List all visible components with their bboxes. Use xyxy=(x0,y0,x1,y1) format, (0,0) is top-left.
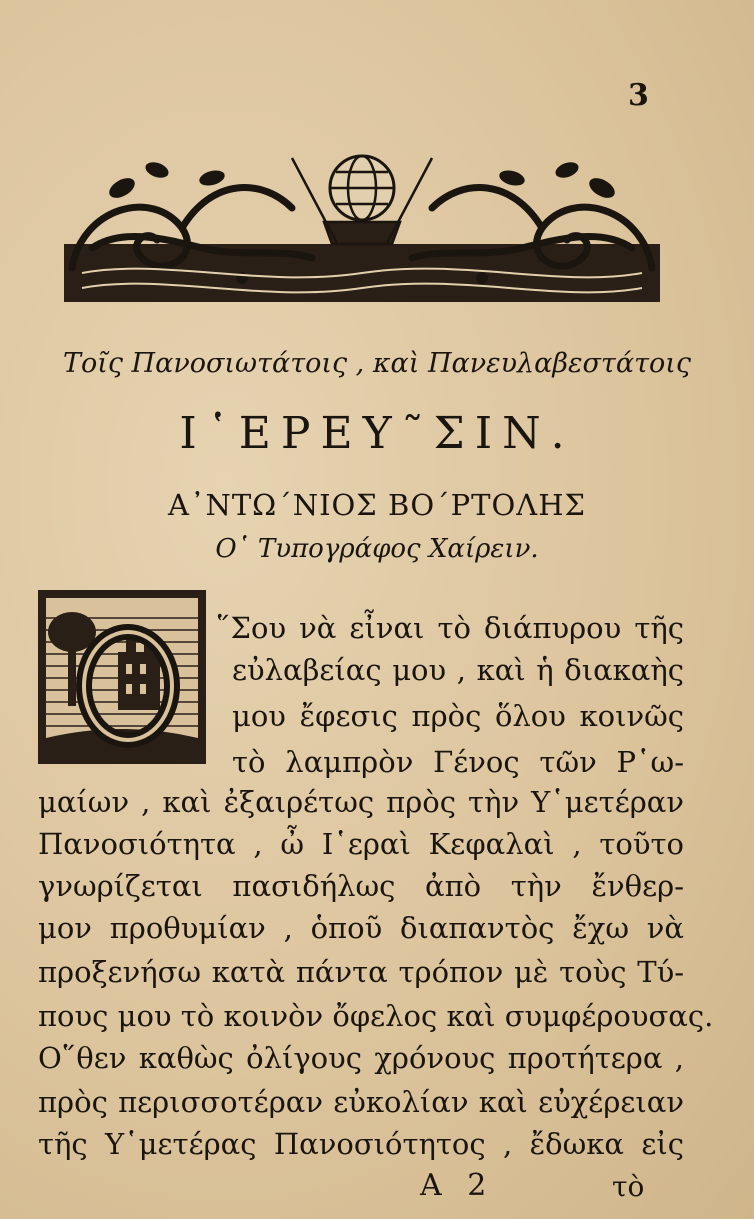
dropcap-o-landscape-icon xyxy=(36,588,208,766)
recipients-heading: Ι῾ΕΡΕΥ῀ΣΙΝ. xyxy=(179,408,575,459)
dedication-line: Τοῖς Πανοσιωτάτοις , καὶ Πανευλαβεστάτοις xyxy=(62,348,691,379)
body-line: τῆς Υ῾μετέρας Πανοσιότητος , ἔδωκα εἰς xyxy=(38,1127,684,1161)
sender-greeting: Ο῾ Τυπογράφος Χαίρειν. xyxy=(215,534,539,564)
body-line: μου ἔφεσις πρὸς ὅλου κοινῶς xyxy=(232,699,684,733)
body-line: Πανοσιότητα , ὦ Ι῾εραὶ Κεφαλαὶ , τοῦτο xyxy=(38,827,684,861)
headpiece-globe-foliage-icon xyxy=(62,148,662,304)
decorated-initial-o xyxy=(36,588,208,766)
body-line: Ο῞θεν καθὼς ὀλίγους χρόνους προτήτερα , xyxy=(38,1041,684,1075)
body-line: προξενήσω κατὰ πάντα τρόπον μὲ τοὺς Τύ- xyxy=(38,955,684,989)
catchword: τὸ xyxy=(612,1170,645,1203)
page-number: 3 xyxy=(628,78,649,113)
body-line: ῞Σου νὰ εἶναι τὸ διάπυρου τῆς xyxy=(216,611,684,645)
sender-name: Α᾿ΝΤΩ΄ΝΙΟΣ ΒΟ΄ΡΤΟΛΗΣ xyxy=(168,488,586,522)
body-line: εὐλαβείας μου , καὶ ἡ διακαὴς xyxy=(232,653,684,687)
body-line: πρὸς περισσοτέραν εὐκολίαν καὶ εὐχέρειαν xyxy=(38,1085,684,1119)
body-line: γνωρίζεται πασιδήλως ἀπὸ τὴν ἔνθερ- xyxy=(38,869,684,903)
body-line: πους μου τὸ κοινὸν ὄφελος καὶ συμφέρουσας. xyxy=(38,999,714,1033)
signature-mark: Α 2 xyxy=(420,1168,495,1203)
body-line: τὸ λαμπρὸν Γένος τῶν Ρ῾ω- xyxy=(232,745,684,779)
body-line: μον προθυμίαν , ὁποῦ διαπαντὸς ἔχω νὰ xyxy=(38,911,684,945)
ornamental-headpiece xyxy=(62,148,662,304)
body-line: μαίων , καὶ ἐξαιρέτως πρὸς τὴν Υ῾μετέραν xyxy=(38,785,684,819)
